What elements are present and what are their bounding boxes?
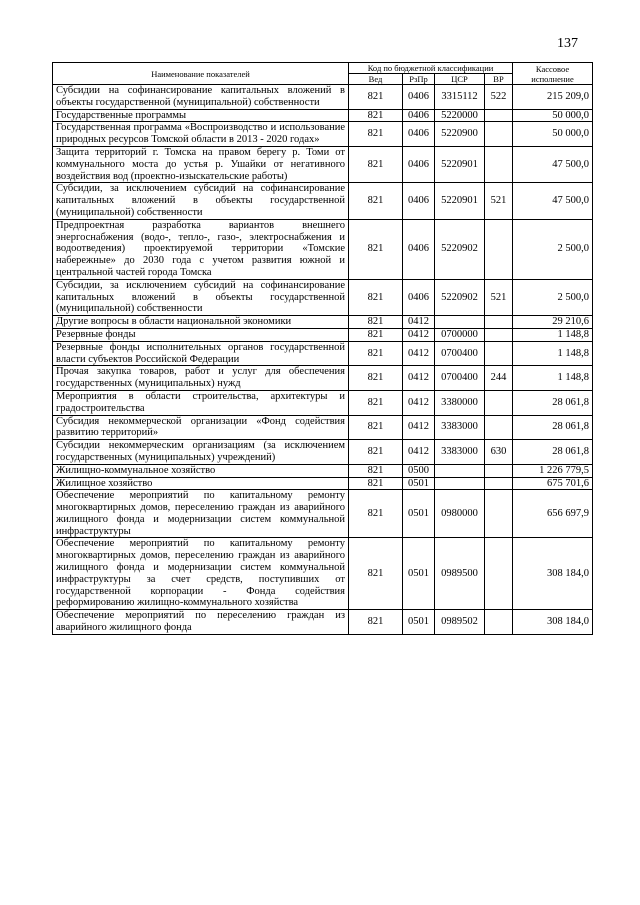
row-name: Обеспечение мероприятий по капитальному ремонту многоквартирных домов, переселению граждан из аварийного жилищного фонда и модернизации систем коммунальной инфраструктуры за счет средств, поступивших от государственной корпорации - Фонда содействия реформированию жилищно-коммунального хозяйства <box>53 538 349 610</box>
row-name: Другие вопросы в области национальной экономики <box>53 316 349 329</box>
row-vr <box>485 219 513 279</box>
row-rzpr: 0412 <box>403 390 435 415</box>
row-rzpr: 0406 <box>403 219 435 279</box>
row-vr <box>485 146 513 182</box>
row-name: Субсидии, за исключением субсидий на софинансирование капитальных вложений в объекты государственной (муниципальной) собственности <box>53 279 349 315</box>
row-vr: 522 <box>485 85 513 110</box>
row-name: Резервные фонды исполнительных органов государственной власти субъектов Российской Федерации <box>53 341 349 366</box>
table-row <box>53 85 593 110</box>
row-amount: 28 061,8 <box>513 415 593 440</box>
row-rzpr: 0501 <box>403 538 435 610</box>
row-amount: 2 500,0 <box>513 279 593 315</box>
table-row <box>53 477 593 490</box>
row-ved: 821 <box>349 415 403 440</box>
row-ved: 821 <box>349 122 403 147</box>
row-rzpr: 0406 <box>403 183 435 219</box>
row-rzpr: 0406 <box>403 109 435 122</box>
header-amount: Кассовое исполнение <box>513 63 593 85</box>
row-csr: 5220901 <box>435 183 485 219</box>
table-row <box>53 109 593 122</box>
row-name: Резервные фонды <box>53 328 349 341</box>
table-row <box>53 183 593 219</box>
row-name: Обеспечение мероприятий по переселению граждан из аварийного жилищного фонда <box>53 610 349 635</box>
row-amount: 2 500,0 <box>513 219 593 279</box>
row-csr <box>435 464 485 477</box>
row-rzpr: 0412 <box>403 328 435 341</box>
row-ved: 821 <box>349 316 403 329</box>
row-rzpr: 0406 <box>403 279 435 315</box>
header-csr: ЦСР <box>435 74 485 85</box>
table-row <box>53 219 593 279</box>
row-name: Субсидии на софинансирование капитальных вложений в объекты государственной (муниципальной) собственности <box>53 85 349 110</box>
row-csr: 0700400 <box>435 366 485 391</box>
row-csr <box>435 477 485 490</box>
row-amount: 308 184,0 <box>513 610 593 635</box>
page-number: 137 <box>557 36 578 51</box>
row-amount: 29 210,6 <box>513 316 593 329</box>
row-name: Предпроектная разработка вариантов внешнего энергоснабжения (водо-, тепло-, газо-, электроснабжения и водоотведения) проектируемой территории «Томские набережные» до 2030 года с учетом развития южной и центральной частей города Томска <box>53 219 349 279</box>
row-vr <box>485 109 513 122</box>
row-name: Субсидия некоммерческой организации «Фонд содействия развитию территорий» <box>53 415 349 440</box>
row-csr: 3383000 <box>435 440 485 465</box>
table-row <box>53 464 593 477</box>
row-name: Защита территорий г. Томска на правом берегу р. Томи от коммунального моста до устья р. Ушайки от негативного воздействия вод (проектно-изыскательские работы) <box>53 146 349 182</box>
row-ved: 821 <box>349 490 403 538</box>
row-ved: 821 <box>349 219 403 279</box>
row-amount: 1 226 779,5 <box>513 464 593 477</box>
row-vr <box>485 538 513 610</box>
row-rzpr: 0412 <box>403 415 435 440</box>
row-ved: 821 <box>349 610 403 635</box>
row-csr <box>435 316 485 329</box>
row-rzpr: 0501 <box>403 490 435 538</box>
row-vr <box>485 610 513 635</box>
row-ved: 821 <box>349 328 403 341</box>
row-vr <box>485 415 513 440</box>
row-name: Субсидии, за исключением субсидий на софинансирование капитальных вложений в объекты государственной (муниципальной) собственности <box>53 183 349 219</box>
row-rzpr: 0412 <box>403 341 435 366</box>
row-vr: 521 <box>485 183 513 219</box>
row-ved: 821 <box>349 538 403 610</box>
row-ved: 821 <box>349 183 403 219</box>
row-rzpr: 0412 <box>403 366 435 391</box>
table-row <box>53 490 593 538</box>
row-amount: 47 500,0 <box>513 183 593 219</box>
row-csr: 5220902 <box>435 219 485 279</box>
row-csr: 0989502 <box>435 610 485 635</box>
row-rzpr: 0406 <box>403 146 435 182</box>
row-csr: 0980000 <box>435 490 485 538</box>
row-rzpr: 0412 <box>403 316 435 329</box>
row-rzpr: 0501 <box>403 610 435 635</box>
row-name: Обеспечение мероприятий по капитальному ремонту многоквартирных домов, переселению граждан из аварийного жилищного фонда и модернизации систем коммунальной инфраструктуры <box>53 490 349 538</box>
row-name: Жилищно-коммунальное хозяйство <box>53 464 349 477</box>
row-csr: 0700000 <box>435 328 485 341</box>
row-vr: 521 <box>485 279 513 315</box>
row-csr: 5220000 <box>435 109 485 122</box>
header-vr: ВР <box>485 74 513 85</box>
row-csr: 3383000 <box>435 415 485 440</box>
row-rzpr: 0501 <box>403 477 435 490</box>
row-csr: 0989500 <box>435 538 485 610</box>
row-amount: 675 701,6 <box>513 477 593 490</box>
row-amount: 1 148,8 <box>513 366 593 391</box>
row-ved: 821 <box>349 146 403 182</box>
row-ved: 821 <box>349 464 403 477</box>
row-rzpr: 0406 <box>403 122 435 147</box>
table-row <box>53 316 593 329</box>
table-body <box>53 85 593 635</box>
row-vr <box>485 390 513 415</box>
row-vr <box>485 341 513 366</box>
row-amount: 1 148,8 <box>513 328 593 341</box>
row-vr <box>485 490 513 538</box>
header-indicator-name: Наименование показателей <box>53 63 349 85</box>
table-row <box>53 328 593 341</box>
row-vr <box>485 316 513 329</box>
row-amount: 50 000,0 <box>513 122 593 147</box>
row-csr: 5220901 <box>435 146 485 182</box>
table-row <box>53 366 593 391</box>
row-amount: 28 061,8 <box>513 440 593 465</box>
table-row <box>53 390 593 415</box>
row-vr: 630 <box>485 440 513 465</box>
row-amount: 656 697,9 <box>513 490 593 538</box>
row-amount: 47 500,0 <box>513 146 593 182</box>
row-name: Прочая закупка товаров, работ и услуг для обеспечения государственных (муниципальных) нужд <box>53 366 349 391</box>
row-name: Жилищное хозяйство <box>53 477 349 490</box>
row-name: Государственные программы <box>53 109 349 122</box>
row-csr: 3315112 <box>435 85 485 110</box>
table-row <box>53 341 593 366</box>
row-ved: 821 <box>349 440 403 465</box>
row-ved: 821 <box>349 85 403 110</box>
row-amount: 1 148,8 <box>513 341 593 366</box>
row-amount: 28 061,8 <box>513 390 593 415</box>
row-vr <box>485 464 513 477</box>
row-ved: 821 <box>349 366 403 391</box>
row-name: Субсидии некоммерческим организациям (за исключением государственных (муниципальных) учреждений) <box>53 440 349 465</box>
row-rzpr: 0500 <box>403 464 435 477</box>
table-row <box>53 538 593 610</box>
budget-table <box>52 62 593 635</box>
row-ved: 821 <box>349 279 403 315</box>
row-rzpr: 0412 <box>403 440 435 465</box>
row-ved: 821 <box>349 477 403 490</box>
table-row <box>53 415 593 440</box>
row-csr: 0700400 <box>435 341 485 366</box>
table-row <box>53 279 593 315</box>
row-name: Государственная программа «Воспроизводство и использование природных ресурсов Томской области в 2013 - 2020 годах» <box>53 122 349 147</box>
table-row <box>53 610 593 635</box>
row-csr: 3380000 <box>435 390 485 415</box>
header-code-group: Код по бюджетной классификации <box>349 63 513 74</box>
row-csr: 5220902 <box>435 279 485 315</box>
table-row <box>53 122 593 147</box>
row-ved: 821 <box>349 390 403 415</box>
row-vr <box>485 477 513 490</box>
header-row-1 <box>53 63 593 74</box>
header-rzpr: РзПр <box>403 74 435 85</box>
table-row <box>53 440 593 465</box>
row-name: Мероприятия в области строительства, архитектуры и градостроительства <box>53 390 349 415</box>
row-vr <box>485 122 513 147</box>
row-csr: 5220900 <box>435 122 485 147</box>
row-amount: 50 000,0 <box>513 109 593 122</box>
row-rzpr: 0406 <box>403 85 435 110</box>
row-ved: 821 <box>349 109 403 122</box>
row-amount: 215 209,0 <box>513 85 593 110</box>
row-vr: 244 <box>485 366 513 391</box>
table-row <box>53 146 593 182</box>
row-amount: 308 184,0 <box>513 538 593 610</box>
header-ved: Вед <box>349 74 403 85</box>
row-ved: 821 <box>349 341 403 366</box>
row-vr <box>485 328 513 341</box>
